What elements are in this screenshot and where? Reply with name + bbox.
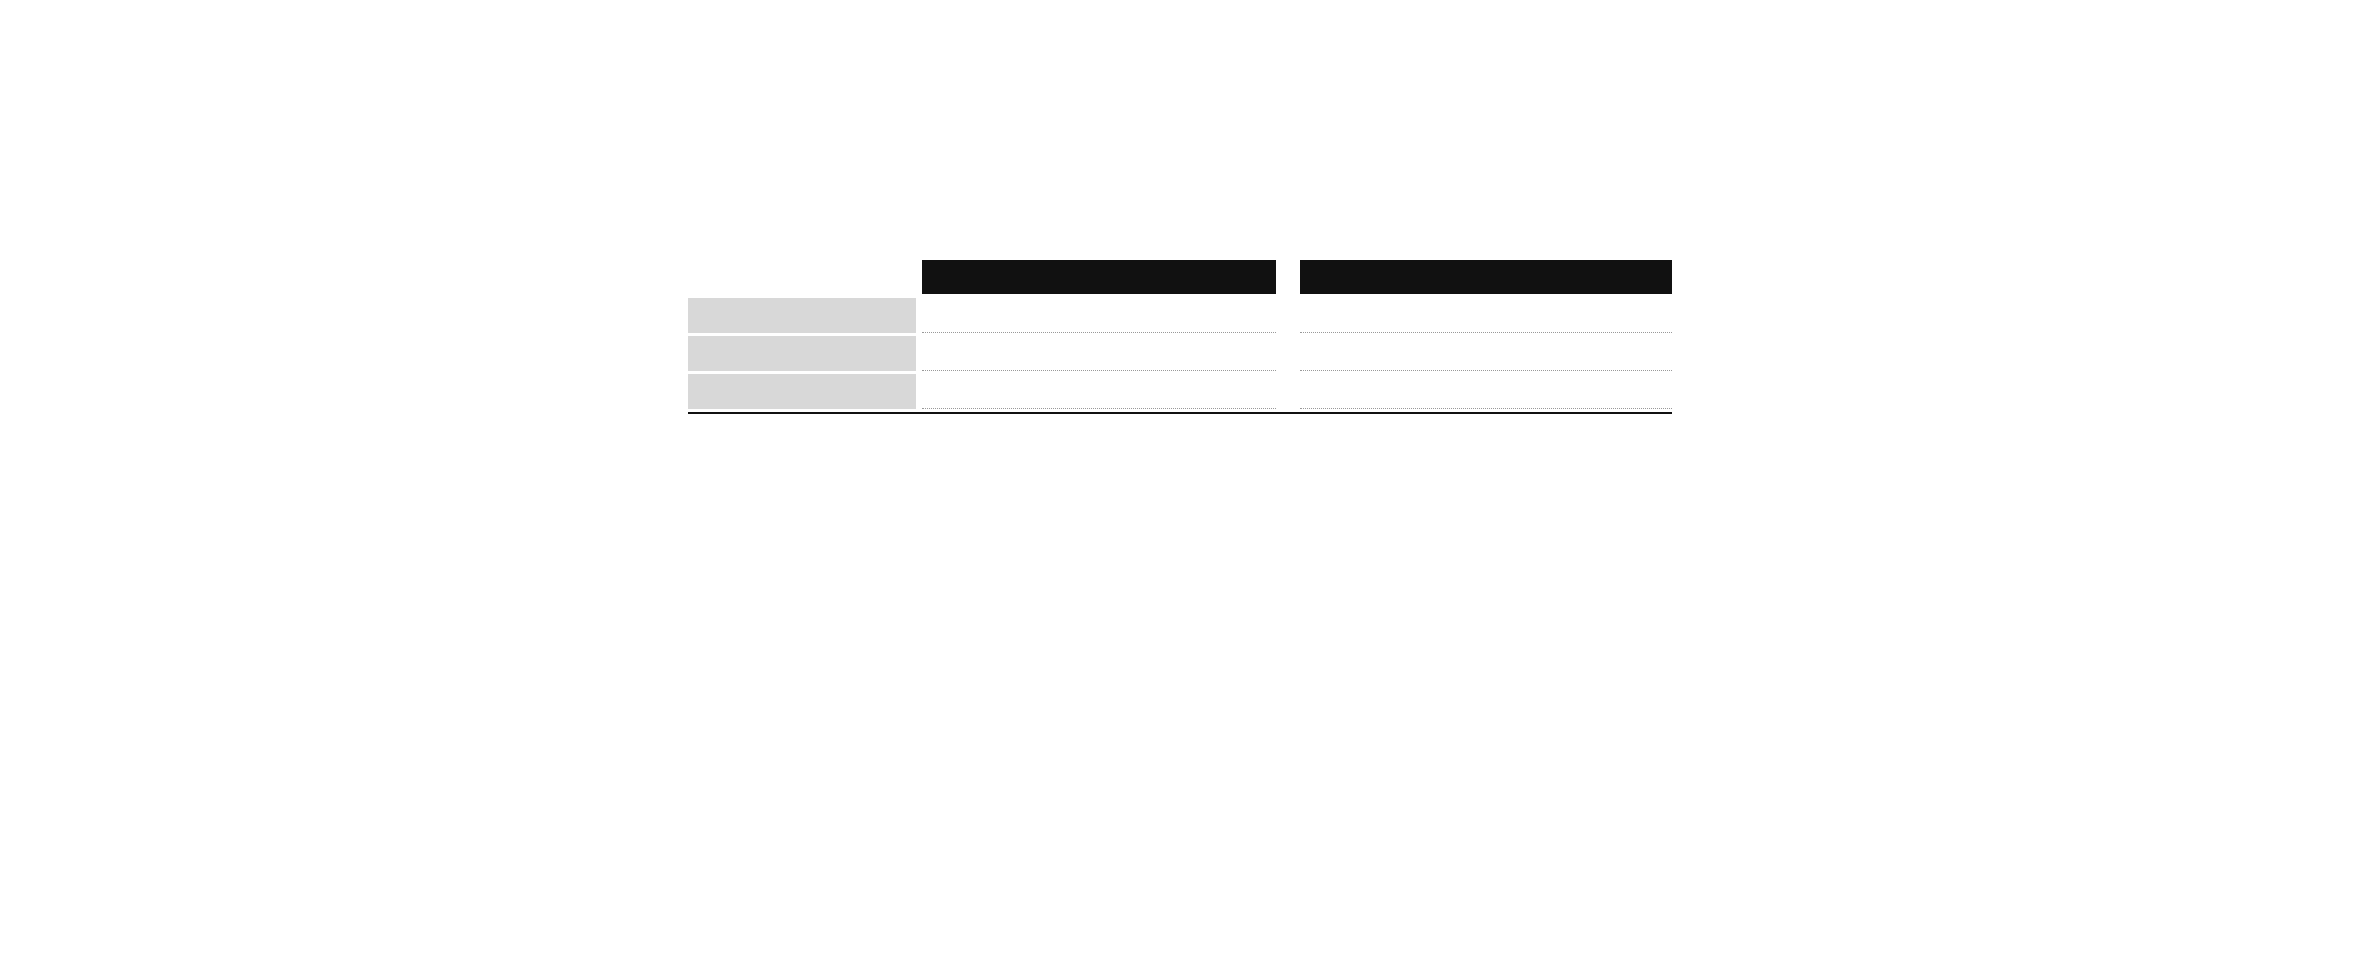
table-header-row — [688, 260, 1672, 298]
table-cell-company — [922, 336, 1276, 371]
table-cell-company — [922, 298, 1276, 333]
subhead — [8, 308, 668, 356]
article-column-2 — [348, 426, 682, 940]
table-cell-prosecution — [1300, 298, 1672, 333]
article-column-1 — [10, 426, 344, 902]
article-column-7 — [2035, 220, 2355, 912]
table-row-label — [688, 374, 916, 409]
table-cell-company — [922, 374, 1276, 409]
table-row-label — [688, 336, 916, 371]
article-column-6 — [1700, 220, 2034, 940]
table-row — [688, 374, 1672, 414]
article-column-5 — [1362, 498, 1696, 938]
table-title — [688, 222, 1672, 260]
article-column-4 — [1024, 498, 1358, 938]
comparison-table — [688, 222, 1672, 414]
table-cell-prosecution — [1300, 374, 1672, 409]
table-row — [688, 336, 1672, 374]
article-column-3 — [688, 498, 1022, 938]
table-header-company — [922, 260, 1276, 294]
table-header-prosecution — [1300, 260, 1672, 294]
table-cell-prosecution — [1300, 336, 1672, 371]
subhead — [8, 260, 668, 308]
subheads — [8, 212, 668, 356]
headline — [8, 48, 2348, 178]
table-row — [688, 298, 1672, 336]
table-row-label — [688, 298, 916, 333]
subhead — [8, 212, 668, 260]
